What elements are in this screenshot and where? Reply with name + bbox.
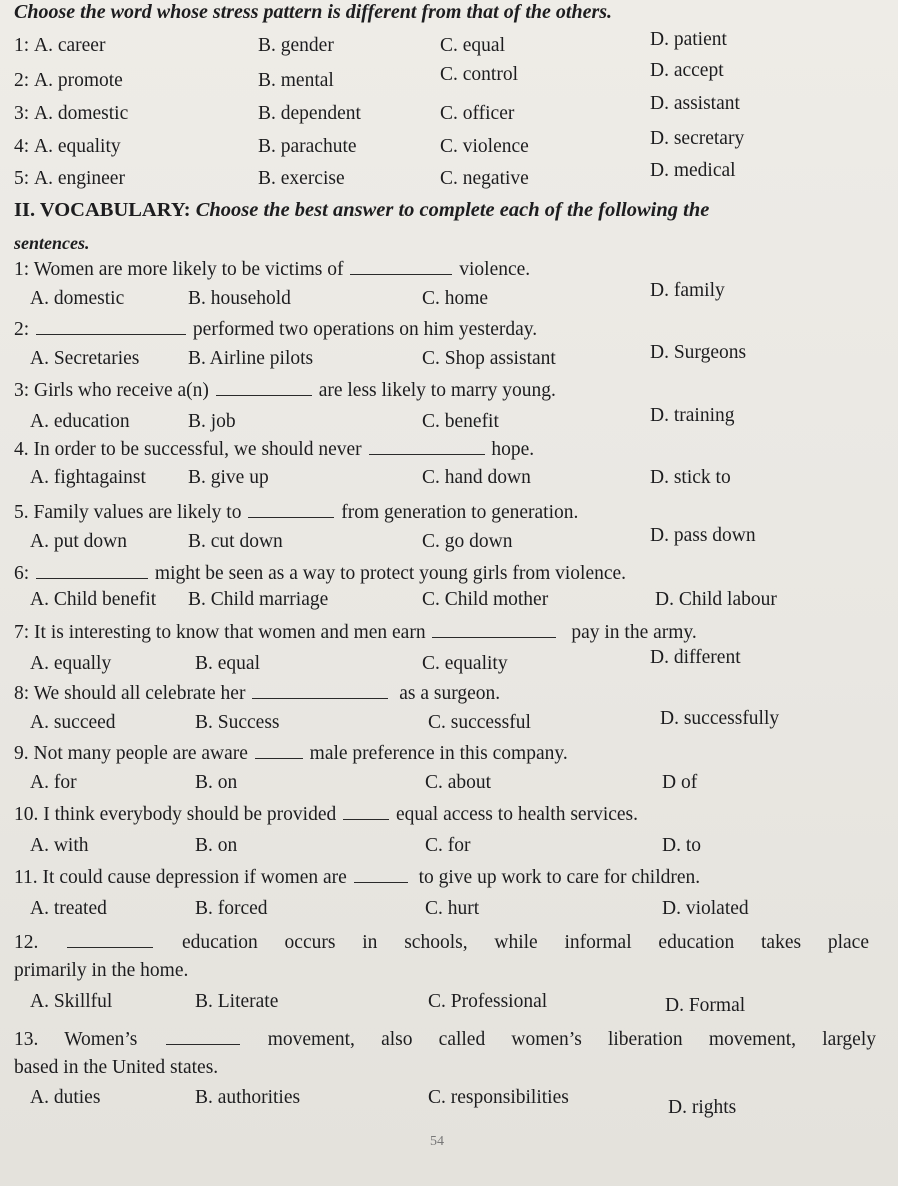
answer-blank bbox=[369, 436, 485, 455]
question-text-end: pay in the army. bbox=[571, 622, 697, 643]
question-number: 1: bbox=[14, 35, 30, 56]
stress-question-5 bbox=[0, 160, 898, 195]
vocab-options-1 bbox=[0, 280, 898, 315]
option-a: A. fightagainst bbox=[30, 467, 146, 488]
option-c: C. equal bbox=[440, 35, 505, 56]
stress-question-3 bbox=[0, 93, 898, 130]
option-a: A. equality bbox=[34, 136, 121, 157]
question-text-end: are less likely to marry young. bbox=[318, 380, 556, 401]
option-b: B. exercise bbox=[258, 168, 345, 189]
question-text-end: equal access to health services. bbox=[396, 804, 639, 825]
option-a: A. succeed bbox=[30, 712, 116, 733]
option-b: B. equal bbox=[195, 653, 260, 674]
stress-question-4 bbox=[0, 128, 898, 163]
vocab-options-13 bbox=[0, 1084, 898, 1118]
vocab-question-13 bbox=[0, 1026, 898, 1056]
option-d: D. Formal bbox=[665, 995, 746, 1016]
question-text-end: as a surgeon. bbox=[399, 683, 501, 704]
option-a: A. engineer bbox=[34, 168, 125, 189]
vocabulary-heading bbox=[0, 196, 898, 226]
vocab-options-7 bbox=[0, 647, 898, 680]
question-text-end: education occurs in schools, while informal education takes place bbox=[181, 932, 869, 953]
answer-blank bbox=[36, 560, 148, 579]
question-text: 8: We should all celebrate her bbox=[14, 683, 246, 704]
option-d: D. Surgeons bbox=[650, 342, 747, 363]
option-d: D. pass down bbox=[650, 525, 756, 546]
option-b: B. on bbox=[195, 772, 238, 793]
section-heading bbox=[0, 0, 898, 28]
question-text: 3: Girls who receive a(n) bbox=[14, 380, 209, 401]
option-d: D. medical bbox=[650, 160, 736, 181]
option-a: A. domestic bbox=[34, 103, 129, 124]
vocab-question-11 bbox=[0, 864, 898, 894]
option-a: A. domestic bbox=[30, 288, 125, 309]
option-c: C. Child mother bbox=[422, 589, 549, 610]
option-b: B. Literate bbox=[195, 991, 279, 1012]
option-c: C. successful bbox=[428, 712, 531, 733]
answer-blank bbox=[354, 864, 408, 883]
option-b: B. mental bbox=[258, 70, 334, 91]
option-a: A. education bbox=[30, 411, 130, 432]
answer-blank bbox=[248, 499, 334, 518]
answer-blank bbox=[432, 619, 556, 638]
option-c: C. officer bbox=[440, 103, 515, 124]
question-text-end: movement, also called women’s liberation movement, largely bbox=[267, 1029, 877, 1050]
question-text-end: might be seen as a way to protect young girls from violence. bbox=[154, 563, 627, 584]
vocab-options-10 bbox=[0, 832, 898, 862]
question-text-end: from generation to generation. bbox=[341, 502, 579, 523]
option-b: B. job bbox=[188, 411, 236, 432]
option-a: A. treated bbox=[30, 898, 107, 919]
option-d: D. assistant bbox=[650, 93, 740, 114]
option-b: B. Airline pilots bbox=[188, 348, 314, 369]
option-a: A. for bbox=[30, 772, 77, 793]
answer-blank bbox=[36, 316, 186, 335]
option-b: B. forced bbox=[195, 898, 268, 919]
option-d: D. Child labour bbox=[655, 589, 777, 610]
option-d: D. to bbox=[662, 835, 701, 856]
vocab-question-12-cont bbox=[0, 957, 898, 987]
option-a: A. with bbox=[30, 835, 89, 856]
option-c: C. negative bbox=[440, 168, 529, 189]
question-text-end: performed two operations on him yesterday. bbox=[192, 319, 538, 340]
option-a: A. equally bbox=[30, 653, 112, 674]
option-d: D. successfully bbox=[660, 708, 780, 729]
option-b: B. on bbox=[195, 835, 238, 856]
question-number: 2: bbox=[14, 70, 30, 91]
vocab-question-2 bbox=[0, 316, 898, 346]
vocabulary-title: II. VOCABULARY: bbox=[14, 199, 191, 221]
option-b: B. dependent bbox=[258, 103, 361, 124]
question-text: 7: It is interesting to know that women and men earn bbox=[14, 622, 426, 643]
question-text: 13. Women’s bbox=[14, 1029, 138, 1050]
vocab-question-4 bbox=[0, 436, 898, 466]
option-d: D. different bbox=[650, 647, 741, 668]
vocab-question-13-cont bbox=[0, 1054, 898, 1084]
option-a: A. duties bbox=[30, 1087, 101, 1108]
vocab-question-12 bbox=[0, 929, 898, 959]
option-a: A. career bbox=[34, 35, 106, 56]
answer-blank bbox=[350, 256, 452, 275]
heading-text: Choose the word whose stress pattern is different from that of the others. bbox=[14, 1, 613, 23]
option-d: D. training bbox=[650, 405, 735, 426]
vocab-options-3 bbox=[0, 405, 898, 438]
option-a: A. Secretaries bbox=[30, 348, 140, 369]
question-text: 11. It could cause depression if women are bbox=[14, 867, 347, 888]
vocabulary-instruction: Choose the best answer to complete each of the following the bbox=[195, 199, 710, 221]
vocab-options-9 bbox=[0, 769, 898, 799]
option-d: D. stick to bbox=[650, 467, 731, 488]
vocab-question-7 bbox=[0, 619, 898, 649]
option-b: B. household bbox=[188, 288, 291, 309]
option-b: B. give up bbox=[188, 467, 269, 488]
question-number: 3: bbox=[14, 103, 30, 124]
question-text: 5. Family values are likely to bbox=[14, 502, 242, 523]
option-c: C. about bbox=[425, 772, 492, 793]
vocab-question-1 bbox=[0, 256, 898, 286]
option-c: C. Professional bbox=[428, 991, 548, 1012]
vocab-options-11 bbox=[0, 895, 898, 925]
vocab-options-12 bbox=[0, 988, 898, 1018]
vocab-options-5 bbox=[0, 525, 898, 558]
option-d: D. secretary bbox=[650, 128, 745, 149]
answer-blank bbox=[166, 1026, 240, 1045]
page-footer bbox=[0, 1128, 898, 1158]
option-b: B. Success bbox=[195, 712, 280, 733]
option-d: D. family bbox=[650, 280, 725, 301]
option-b: B. cut down bbox=[188, 531, 283, 552]
question-text-end: male preference in this company. bbox=[309, 743, 568, 764]
option-b: B. authorities bbox=[195, 1087, 301, 1108]
question-text: 12. bbox=[14, 932, 39, 953]
vocab-question-5 bbox=[0, 499, 898, 529]
answer-blank bbox=[255, 740, 303, 759]
vocab-options-6 bbox=[0, 586, 898, 616]
option-c: C. Shop assistant bbox=[422, 348, 556, 369]
answer-blank bbox=[252, 680, 388, 699]
question-text-cont: primarily in the home. bbox=[14, 960, 189, 981]
question-text: 2: bbox=[14, 319, 30, 340]
option-c: C. responsibilities bbox=[428, 1087, 569, 1108]
vocabulary-heading-cont bbox=[0, 229, 898, 259]
option-d: D. violated bbox=[662, 898, 749, 919]
option-c: C. control bbox=[440, 64, 518, 85]
question-text-end: hope. bbox=[491, 439, 535, 460]
option-c: C. hand down bbox=[422, 467, 531, 488]
option-c: C. violence bbox=[440, 136, 529, 157]
option-b: B. parachute bbox=[258, 136, 357, 157]
option-c: C. home bbox=[422, 288, 489, 309]
question-number: 5: bbox=[14, 168, 30, 189]
option-d: D. rights bbox=[668, 1097, 737, 1118]
option-a: A. promote bbox=[34, 70, 123, 91]
vocab-options-4 bbox=[0, 464, 898, 494]
option-c: C. hurt bbox=[425, 898, 480, 919]
vocab-question-3 bbox=[0, 377, 898, 407]
question-text: 1: Women are more likely to be victims of bbox=[14, 259, 344, 280]
option-b: B. gender bbox=[258, 35, 334, 56]
page-number: 54 bbox=[430, 1134, 444, 1149]
stress-question-2 bbox=[0, 60, 898, 97]
vocab-question-9 bbox=[0, 740, 898, 770]
vocab-question-10 bbox=[0, 801, 898, 831]
option-b: B. Child marriage bbox=[188, 589, 329, 610]
answer-blank bbox=[67, 929, 153, 948]
vocabulary-instruction-cont: sentences. bbox=[14, 233, 90, 253]
stress-question-1 bbox=[0, 29, 898, 62]
question-text: 9. Not many people are aware bbox=[14, 743, 248, 764]
option-c: C. benefit bbox=[422, 411, 499, 432]
question-text: 6: bbox=[14, 563, 30, 584]
question-text-end: violence. bbox=[459, 259, 531, 280]
question-text-end: to give up work to care for children. bbox=[418, 867, 701, 888]
answer-blank bbox=[343, 801, 389, 820]
question-text: 4. In order to be successful, we should never bbox=[14, 439, 362, 460]
option-c: C. go down bbox=[422, 531, 513, 552]
vocab-options-8 bbox=[0, 709, 898, 739]
question-text: 10. I think everybody should be provided bbox=[14, 804, 337, 825]
question-text-cont: based in the United states. bbox=[14, 1057, 219, 1078]
option-a: A. Skillful bbox=[30, 991, 113, 1012]
option-a: A. put down bbox=[30, 531, 127, 552]
option-a: A. Child benefit bbox=[30, 589, 157, 610]
option-c: C. for bbox=[425, 835, 471, 856]
question-number: 4: bbox=[14, 136, 30, 157]
answer-blank bbox=[216, 377, 312, 396]
option-d: D. accept bbox=[650, 60, 724, 81]
option-d: D of bbox=[662, 772, 698, 793]
vocab-options-2 bbox=[0, 342, 898, 375]
option-d: D. patient bbox=[650, 29, 727, 50]
option-c: C. equality bbox=[422, 653, 508, 674]
